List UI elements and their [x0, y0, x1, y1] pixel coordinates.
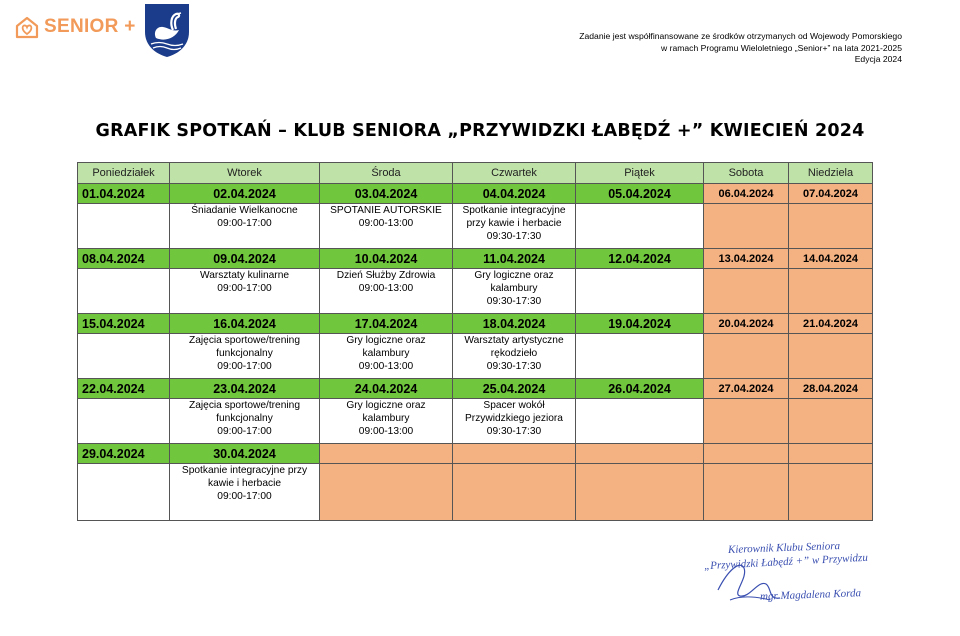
date-cell: 20.04.2024 [704, 314, 789, 334]
empty-date-cell [789, 444, 873, 464]
empty-activity-cell [576, 269, 704, 314]
activity-time: 09:00-17:00 [217, 491, 272, 502]
empty-activity-cell [704, 399, 789, 444]
activity-row [78, 204, 873, 249]
logo-text: SENIOR + [44, 16, 136, 37]
day-header-row [78, 163, 873, 184]
empty-activity-cell [789, 399, 873, 444]
activity-name: Zajęcia sportowe/trening [189, 400, 300, 411]
empty-activity-cell [789, 334, 873, 379]
date-cell: 23.04.2024 [170, 379, 320, 399]
activity-time: 09:30-17:30 [486, 296, 542, 307]
activity-time: 09:30-17:30 [486, 426, 542, 437]
heart-house-icon [14, 14, 40, 40]
funding-note [482, 31, 902, 66]
activity-name: funkcjonalny [216, 413, 273, 424]
empty-activity-cell [78, 204, 170, 249]
stamp-line: Kierownik Klubu Seniora [727, 540, 841, 556]
empty-activity-cell [78, 399, 170, 444]
date-row [78, 249, 873, 269]
date-row [78, 314, 873, 334]
activity-name: Warsztaty kulinarne [199, 270, 290, 281]
activity-cell [320, 399, 453, 444]
activity-time: 09:00-17:00 [217, 283, 272, 294]
date-cell: 24.04.2024 [320, 379, 453, 399]
activity-name: SPOTANIE AUTORSKIE [330, 205, 442, 216]
day-header: Wtorek [170, 163, 320, 184]
date-cell: 06.04.2024 [704, 184, 789, 204]
date-cell: 05.04.2024 [576, 184, 704, 204]
swan-crest-icon [143, 2, 191, 58]
date-cell: 02.04.2024 [170, 184, 320, 204]
date-cell: 08.04.2024 [78, 249, 170, 269]
day-header: Sobota [704, 163, 789, 184]
empty-activity-cell [704, 464, 789, 521]
activity-name: Gry logiczne oraz [346, 400, 426, 411]
activity-row [78, 464, 873, 521]
stamp-line: „Przywidzki Łabędź +” w Przywidzu [703, 551, 869, 573]
empty-activity-cell [789, 269, 873, 314]
activity-name: Gry logiczne oraz [346, 335, 426, 346]
day-header: Piątek [576, 163, 704, 184]
date-cell: 10.04.2024 [320, 249, 453, 269]
date-cell: 15.04.2024 [78, 314, 170, 334]
activity-name: przy kawie i herbacie [466, 218, 562, 229]
activity-time: 09:00-17:00 [217, 218, 272, 229]
activity-name: Spotkanie integracyjne [462, 205, 566, 216]
date-cell: 17.04.2024 [320, 314, 453, 334]
activity-name: kawie i herbacie [207, 478, 282, 489]
empty-activity-cell [78, 269, 170, 314]
activity-cell [320, 269, 453, 314]
date-cell: 03.04.2024 [320, 184, 453, 204]
empty-activity-cell [704, 334, 789, 379]
date-cell: 11.04.2024 [453, 249, 576, 269]
funding-line: Edycja 2024 [854, 54, 902, 64]
activity-cell [170, 334, 320, 379]
page-title: GRAFIK SPOTKAŃ – KLUB SENIORA „PRZYWIDZKI ŁABĘDŹ +” KWIECIEŃ 2024 [95, 121, 865, 141]
activity-time: 09:00-13:00 [358, 361, 414, 372]
activity-time: 09:00-13:00 [358, 426, 414, 437]
activity-name: Śniadanie Wielkanocne [191, 205, 298, 216]
activity-name: Gry logiczne oraz [474, 270, 554, 281]
date-cell: 22.04.2024 [78, 379, 170, 399]
activity-cell [320, 334, 453, 379]
activity-cell [453, 204, 576, 249]
activity-row [78, 269, 873, 314]
activity-time: 09:00-17:00 [217, 426, 272, 437]
date-cell: 25.04.2024 [453, 379, 576, 399]
activity-cell [170, 464, 320, 521]
date-cell: 13.04.2024 [704, 249, 789, 269]
date-cell: 21.04.2024 [789, 314, 873, 334]
date-cell: 26.04.2024 [576, 379, 704, 399]
activity-time: 09:00-13:00 [358, 218, 414, 229]
empty-activity-cell [789, 464, 873, 521]
empty-activity-cell [704, 204, 789, 249]
activity-cell [453, 334, 576, 379]
schedule-table [77, 162, 873, 521]
empty-activity-cell [453, 464, 576, 521]
activity-name: funkcjonalny [216, 348, 273, 359]
day-header: Czwartek [453, 163, 576, 184]
activity-time: 09:30-17:30 [486, 361, 542, 372]
empty-activity-cell [576, 464, 704, 521]
empty-activity-cell [576, 334, 704, 379]
date-cell: 19.04.2024 [576, 314, 704, 334]
senior-plus-logo [14, 10, 144, 44]
activity-name: Zajęcia sportowe/trening [189, 335, 300, 346]
activity-name: kalambury [490, 283, 538, 294]
activity-cell [170, 399, 320, 444]
empty-date-cell [320, 444, 453, 464]
date-cell: 30.04.2024 [170, 444, 320, 464]
activity-name: Warsztaty artystyczne [464, 335, 564, 346]
date-cell: 12.04.2024 [576, 249, 704, 269]
activity-name: kalambury [362, 348, 410, 359]
activity-cell [453, 399, 576, 444]
empty-date-cell [576, 444, 704, 464]
date-cell: 28.04.2024 [789, 379, 873, 399]
activity-name: rękodzieło [490, 348, 538, 359]
activity-name: Dzień Służby Zdrowia [336, 270, 436, 281]
activity-cell [453, 269, 576, 314]
date-row [78, 444, 873, 464]
date-cell: 14.04.2024 [789, 249, 873, 269]
date-cell: 29.04.2024 [78, 444, 170, 464]
date-cell: 09.04.2024 [170, 249, 320, 269]
stamp-line: mgr Magdalena Korda [759, 587, 862, 603]
empty-date-cell [704, 444, 789, 464]
date-row [78, 379, 873, 399]
empty-activity-cell [789, 204, 873, 249]
activity-name: Przywidzkiego jeziora [465, 413, 563, 424]
empty-activity-cell [78, 464, 170, 521]
funding-line: w ramach Programu Wieloletniego „Senior+” na lata 2021-2025 [661, 42, 902, 53]
activity-time: 09:00-13:00 [358, 283, 414, 294]
activity-time: 09:30-17:30 [486, 231, 542, 242]
activity-row [78, 399, 873, 444]
day-header: Poniedziałek [78, 163, 170, 184]
empty-date-cell [453, 444, 576, 464]
activity-cell [320, 204, 453, 249]
empty-activity-cell [78, 334, 170, 379]
activity-name: Spotkanie integracyjne przy [181, 465, 308, 476]
activity-cell [170, 269, 320, 314]
activity-row [78, 334, 873, 379]
activity-name: kalambury [362, 413, 410, 424]
date-row [78, 184, 873, 204]
day-header: Środa [320, 163, 453, 184]
empty-activity-cell [320, 464, 453, 521]
date-cell: 18.04.2024 [453, 314, 576, 334]
date-cell: 04.04.2024 [453, 184, 576, 204]
empty-activity-cell [576, 204, 704, 249]
date-cell: 01.04.2024 [78, 184, 170, 204]
activity-name: Spacer wokół [483, 400, 545, 411]
activity-cell [170, 204, 320, 249]
handwritten-signature [710, 550, 790, 610]
empty-activity-cell [704, 269, 789, 314]
date-cell: 16.04.2024 [170, 314, 320, 334]
activity-time: 09:00-17:00 [217, 361, 272, 372]
empty-activity-cell [576, 399, 704, 444]
date-cell: 27.04.2024 [704, 379, 789, 399]
day-header: Niedziela [789, 163, 873, 184]
date-cell: 07.04.2024 [789, 184, 873, 204]
funding-line: Zadanie jest współfinansowane ze środków otrzymanych od Wojewody Pomorskiego [579, 31, 902, 41]
